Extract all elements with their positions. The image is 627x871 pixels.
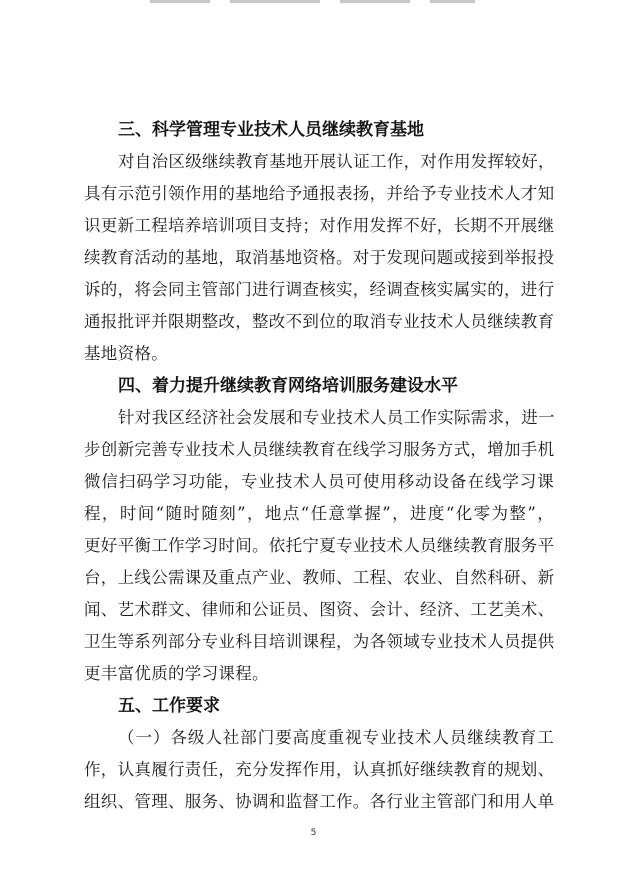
paragraph-line: 闻、艺术群文、律师和公证员、图资、会计、经济、工艺美术、 [84, 600, 555, 619]
paragraph-line: 续教育活动的基地，取消基地资格。对于发现问题或接到举报投 [84, 248, 555, 267]
paragraph-line: 微信扫码学习功能，专业技术人员可使用移动设备在线学习课 [84, 472, 554, 491]
page-number: 5 [310, 828, 317, 838]
paragraph-line: 程，时间“随时随刻”，地点“任意掌握”，进度“化零为整”， [84, 504, 554, 523]
paragraph-line: 台，上线公需课及重点产业、教师、工程、农业、自然科研、新 [84, 568, 555, 587]
section-heading: 五、工作要求 [118, 696, 220, 716]
paragraph-line: 更丰富优质的学习课程。 [84, 664, 269, 683]
paragraph-line: 组织、管理、服务、协调和监督工作。各行业主管部门和用人单 [84, 792, 555, 811]
previous-page-remnant [0, 0, 627, 8]
section-heading: 三、科学管理专业技术人员继续教育基地 [118, 120, 424, 140]
paragraph-line: 作，认真履行责任，充分发挥作用，认真抓好继续教育的规划、 [84, 760, 555, 779]
section-heading: 四、着力提升继续教育网络培训服务建设水平 [118, 376, 458, 396]
paragraph-line: 基地资格。 [84, 344, 168, 363]
paragraph-line: 识更新工程培养培训项目支持；对作用发挥不好，长期不开展继 [84, 216, 555, 235]
paragraph-line: （一）各级人社部门要高度重视专业技术人员继续教育工 [118, 728, 554, 747]
paragraph-line: 步创新完善专业技术人员继续教育在线学习服务方式，增加手机 [84, 440, 555, 459]
paragraph-line: 通报批评并限期整改，整改不到位的取消专业技术人员继续教育 [84, 312, 555, 331]
paragraph-line: 针对我区经济社会发展和专业技术人员工作实际需求，进一 [118, 408, 555, 427]
paragraph-line: 诉的，将会同主管部门进行调查核实，经调查核实属实的，进行 [84, 280, 555, 299]
paragraph-line: 卫生等系列部分专业科目培训课程，为各领域专业技术人员提供 [84, 632, 555, 651]
paragraph-line: 具有示范引领作用的基地给予通报表扬，并给予专业技术人才知 [84, 184, 555, 203]
document-body [84, 114, 554, 818]
paragraph-line: 对自治区级继续教育基地开展认证工作，对作用发挥较好， [118, 152, 555, 171]
paragraph-line: 更好平衡工作学习时间。依托宁夏专业技术人员继续教育服务平 [84, 536, 555, 555]
